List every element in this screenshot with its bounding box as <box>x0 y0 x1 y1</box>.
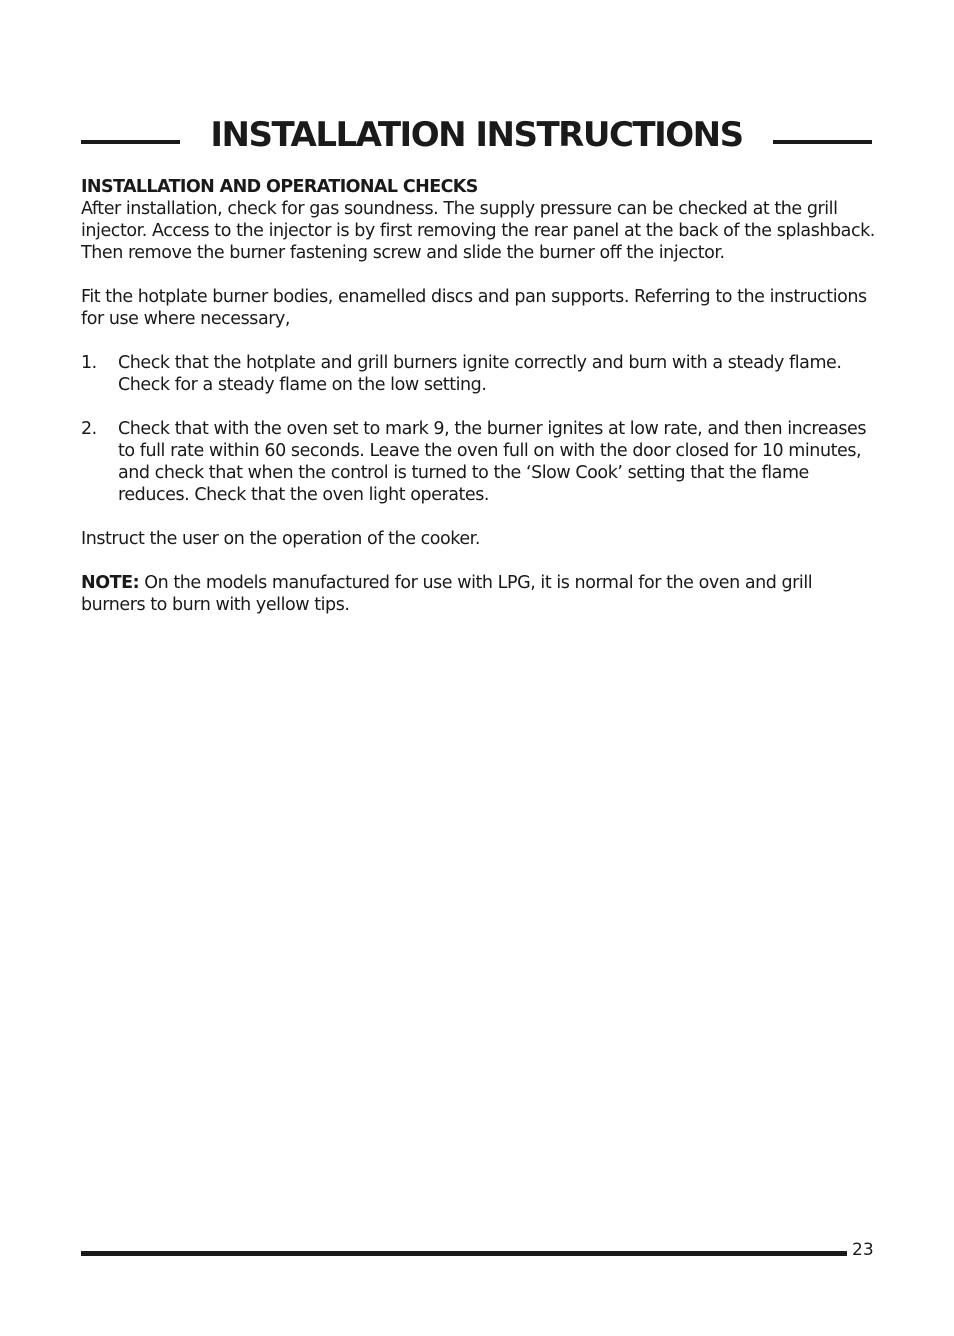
paragraph-fit-burners: Fit the hotplate burner bodies, enamelled discs and pan supports. Referring to the instructions for use where necessary, <box>81 287 867 329</box>
footer-rule <box>81 1251 847 1256</box>
note-label: NOTE: <box>81 573 140 593</box>
page-title: INSTALLATION INSTRUCTIONS <box>210 115 743 155</box>
list-item-text: Check that the hotplate and grill burners ignite correctly and burn with a steady flame. Check for a steady flame on the low setting. <box>118 353 842 395</box>
check-list <box>81 352 876 506</box>
list-item-number: 1. <box>81 353 97 373</box>
title-rule-left <box>81 140 180 144</box>
title-row <box>81 112 872 158</box>
page-number: 23 <box>852 1240 874 1260</box>
list-item <box>81 418 876 506</box>
list-item-number: 2. <box>81 419 97 439</box>
document-body <box>81 176 876 638</box>
note-paragraph <box>81 572 876 616</box>
note-text: On the models manufactured for use with LPG, it is normal for the oven and grill burners to burn with yellow tips. <box>81 573 813 615</box>
section-heading: INSTALLATION AND OPERATIONAL CHECKS <box>81 177 478 197</box>
list-item <box>81 352 876 396</box>
title-rule-right <box>773 140 872 144</box>
list-item-text: Check that with the oven set to mark 9, the burner ignites at low rate, and then increases to full rate within 60 seconds. Leave the oven full on with the door closed for 10 minutes, and check that when the control is turned to the ‘Slow Cook’ setting that the flame reduces. Check that the oven light operates. <box>118 419 867 505</box>
paragraph-gas-soundness: After installation, check for gas soundness. The supply pressure can be checked at the grill injector. Access to the injector is by first removing the rear panel at the back of the splashback. Then remove the burner fastening screw and slide the burner off the injector. <box>81 199 875 263</box>
paragraph-instruct-user: Instruct the user on the operation of the cooker. <box>81 529 480 549</box>
